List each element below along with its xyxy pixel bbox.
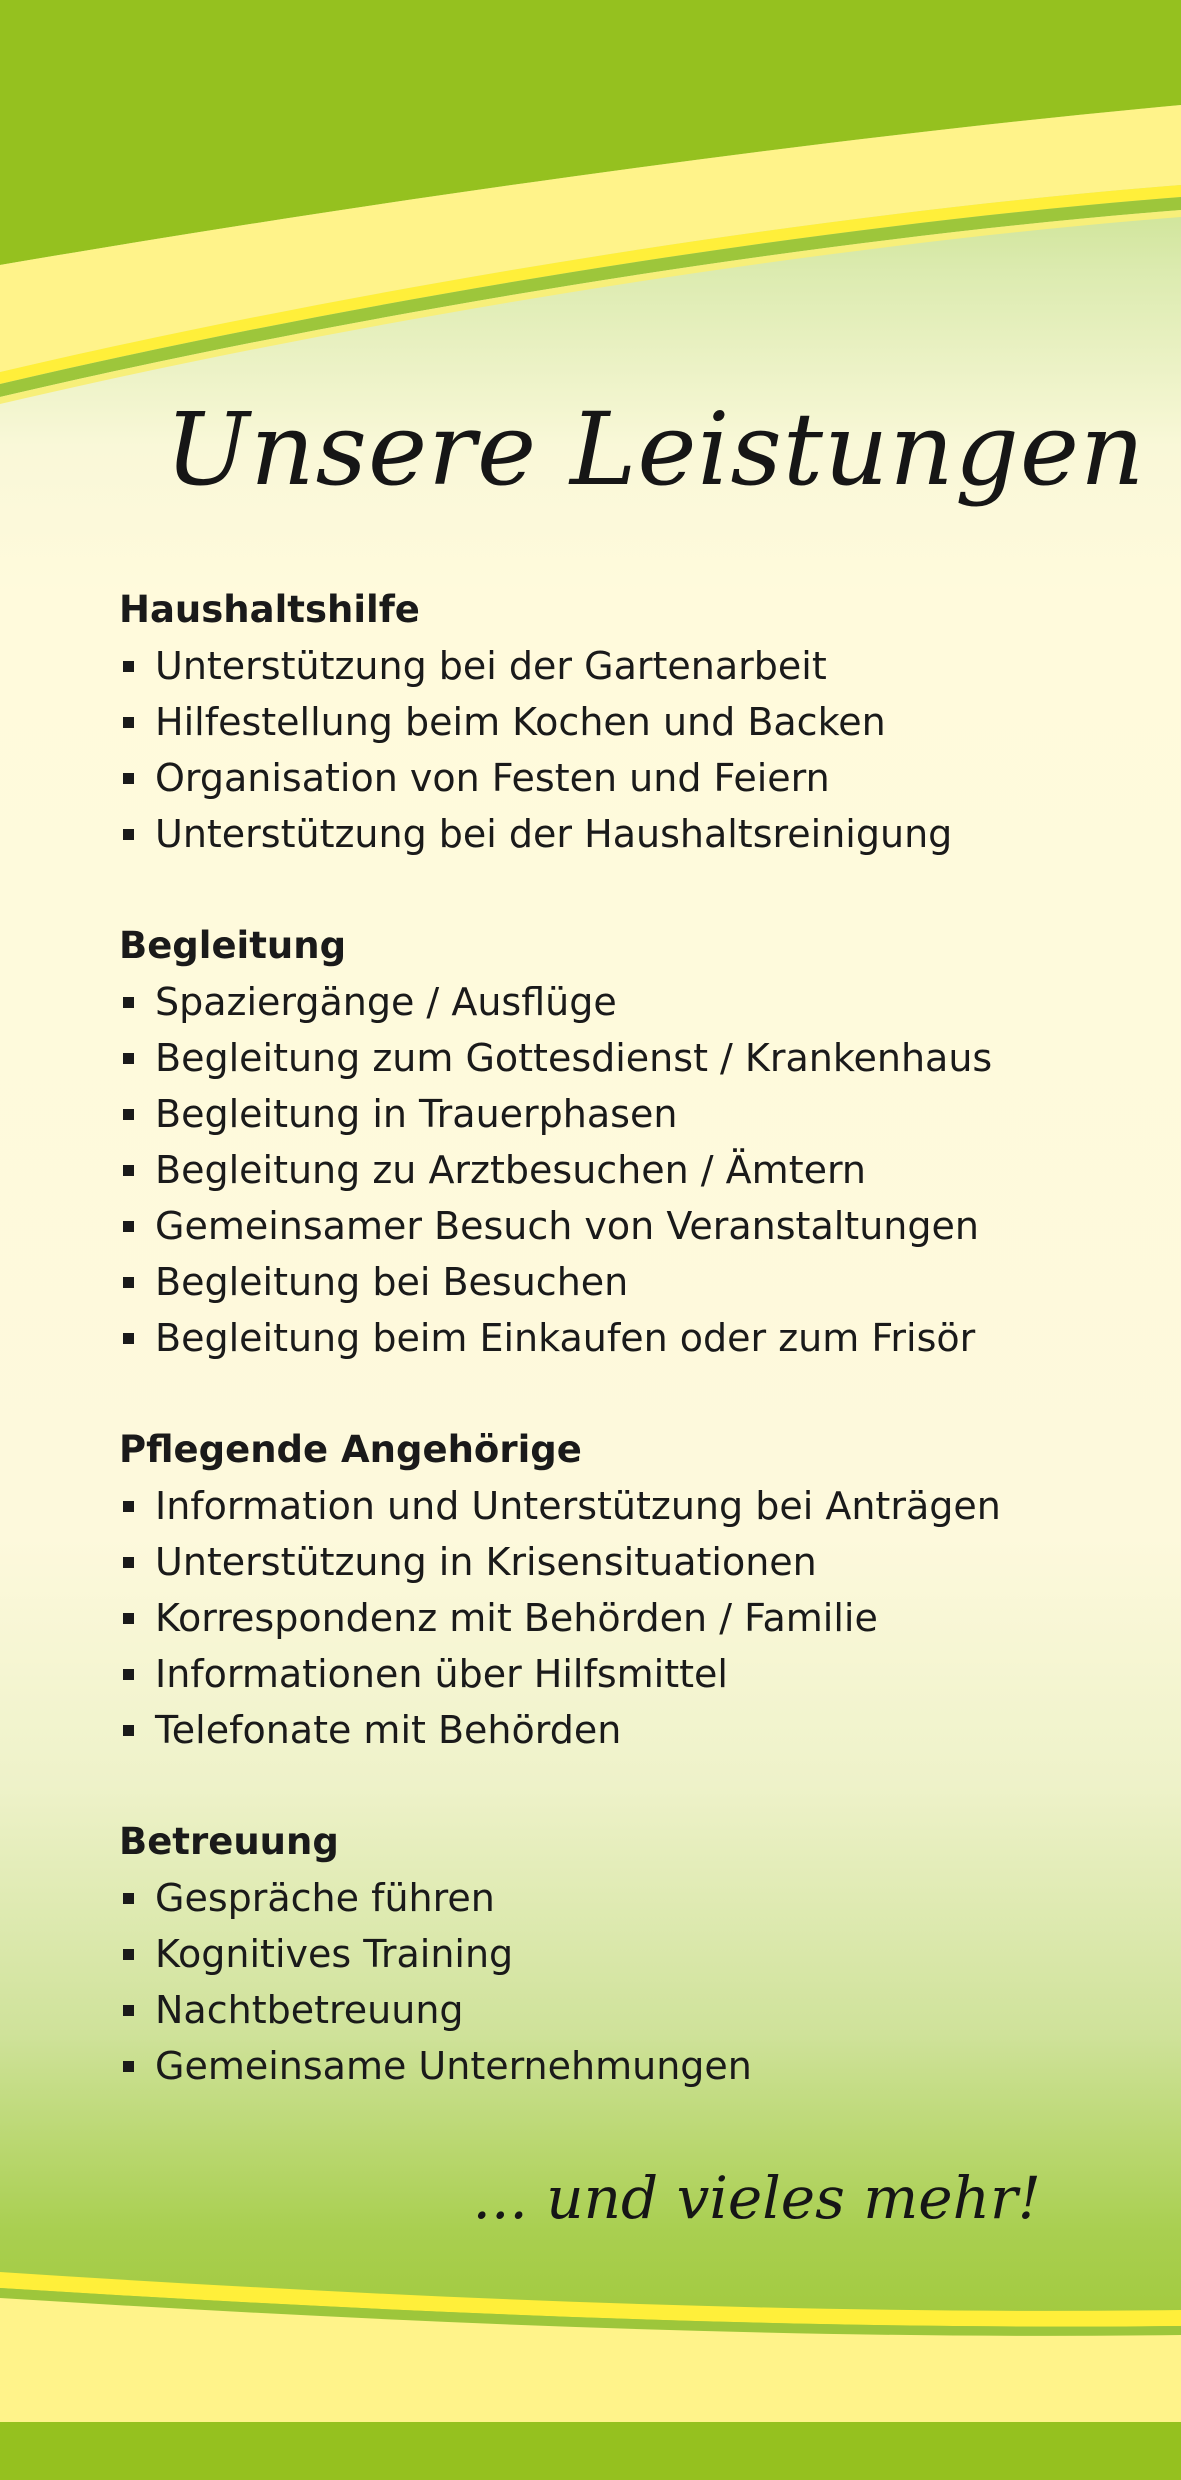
- list-item-text: Organisation von Festen und Feiern: [155, 756, 830, 800]
- list-item-text: Begleitung bei Besuchen: [155, 1260, 629, 1304]
- section-heading: Begleitung: [119, 924, 347, 967]
- list-item: [119, 1310, 1119, 1366]
- square-bullet-icon: [123, 1277, 134, 1288]
- section-item-list: [119, 1478, 1119, 1758]
- list-item: [119, 1982, 1119, 2038]
- service-section: [119, 1814, 1119, 2094]
- section-heading: Haushaltshilfe: [119, 588, 420, 631]
- list-item: [119, 1870, 1119, 1926]
- list-item: [119, 1030, 1119, 1086]
- square-bullet-icon: [123, 1221, 134, 1232]
- list-item-text: Hilfestellung beim Kochen und Backen: [155, 700, 886, 744]
- list-item: [119, 750, 1119, 806]
- square-bullet-icon: [123, 1333, 134, 1344]
- list-item: [119, 638, 1119, 694]
- square-bullet-icon: [123, 773, 134, 784]
- square-bullet-icon: [123, 1165, 134, 1176]
- list-item: [119, 1478, 1119, 1534]
- section-item-list: [119, 974, 1119, 1366]
- service-section: [119, 918, 1119, 1366]
- section-heading: Pflegende Angehörige: [119, 1428, 582, 1471]
- square-bullet-icon: [123, 1053, 134, 1064]
- list-item-text: Kognitives Training: [155, 1932, 514, 1976]
- list-item-text: Begleitung in Trauerphasen: [155, 1092, 678, 1136]
- list-item-text: Gemeinsame Unternehmungen: [155, 2044, 752, 2088]
- square-bullet-icon: [123, 1893, 134, 1904]
- page-title: Unsere Leistungen: [165, 391, 1146, 508]
- list-item: [119, 974, 1119, 1030]
- list-item: [119, 2038, 1119, 2094]
- list-item-text: Begleitung beim Einkaufen oder zum Frisör: [155, 1316, 976, 1360]
- list-item-text: Gemeinsamer Besuch von Veranstaltungen: [155, 1204, 979, 1248]
- list-item-text: Spaziergänge / Ausflüge: [155, 980, 617, 1024]
- square-bullet-icon: [123, 1669, 134, 1680]
- list-item: [119, 1198, 1119, 1254]
- list-item-text: Gespräche führen: [155, 1876, 495, 1920]
- list-item-text: Unterstützung bei der Gartenarbeit: [155, 644, 827, 688]
- list-item-text: Unterstützung bei der Haushaltsreinigung: [155, 812, 953, 856]
- square-bullet-icon: [123, 2061, 134, 2072]
- service-section: [119, 1422, 1119, 1758]
- square-bullet-icon: [123, 1949, 134, 1960]
- list-item-text: Begleitung zum Gottesdienst / Krankenhaus: [155, 1036, 993, 1080]
- square-bullet-icon: [123, 1725, 134, 1736]
- list-item: [119, 1534, 1119, 1590]
- list-item: [119, 694, 1119, 750]
- services-list: [119, 582, 1119, 2150]
- square-bullet-icon: [123, 2005, 134, 2016]
- list-item: [119, 1142, 1119, 1198]
- list-item: [119, 1926, 1119, 1982]
- list-item-text: Telefonate mit Behörden: [155, 1708, 622, 1752]
- section-item-list: [119, 638, 1119, 862]
- square-bullet-icon: [123, 717, 134, 728]
- list-item: [119, 1086, 1119, 1142]
- list-item: [119, 1646, 1119, 1702]
- closing-tagline: ... und vieles mehr!: [472, 2164, 1041, 2232]
- square-bullet-icon: [123, 661, 134, 672]
- list-item: [119, 1590, 1119, 1646]
- list-item-text: Informationen über Hilfsmittel: [155, 1652, 728, 1696]
- list-item: [119, 1254, 1119, 1310]
- list-item-text: Nachtbetreuung: [155, 1988, 464, 2032]
- list-item-text: Unterstützung in Krisensituationen: [155, 1540, 817, 1584]
- square-bullet-icon: [123, 1109, 134, 1120]
- square-bullet-icon: [123, 829, 134, 840]
- list-item-text: Begleitung zu Arztbesuchen / Ämtern: [155, 1148, 867, 1192]
- section-item-list: [119, 1870, 1119, 2094]
- list-item: [119, 806, 1119, 862]
- list-item-text: Information und Unterstützung bei Anträgen: [155, 1484, 1001, 1528]
- section-heading: Betreuung: [119, 1820, 339, 1863]
- list-item: [119, 1702, 1119, 1758]
- square-bullet-icon: [123, 1501, 134, 1512]
- square-bullet-icon: [123, 1613, 134, 1624]
- square-bullet-icon: [123, 997, 134, 1008]
- square-bullet-icon: [123, 1557, 134, 1568]
- list-item-text: Korrespondenz mit Behörden / Familie: [155, 1596, 878, 1640]
- service-section: [119, 582, 1119, 862]
